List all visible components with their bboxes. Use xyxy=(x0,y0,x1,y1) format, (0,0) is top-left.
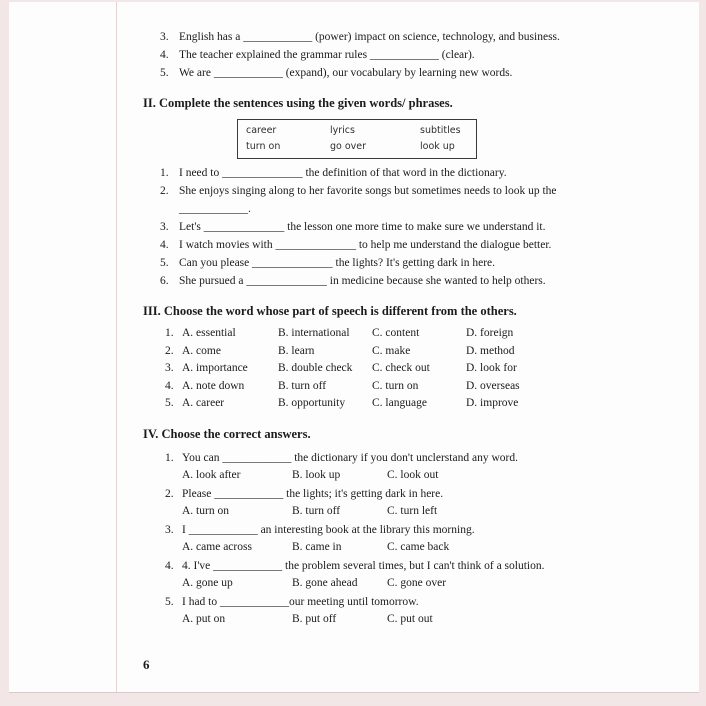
page-edge-line xyxy=(116,2,117,692)
option-b: B. opportunity xyxy=(278,397,346,409)
item-number: 4. xyxy=(160,239,169,251)
option-b: B. turn off xyxy=(278,379,327,392)
question-line xyxy=(143,594,595,611)
option-a: A. look after xyxy=(182,468,241,481)
question xyxy=(143,522,595,556)
row-number: 5. xyxy=(165,397,174,409)
question-line xyxy=(143,450,595,467)
option-b: B. turn off xyxy=(292,504,341,517)
question-line xyxy=(143,522,595,539)
table-row xyxy=(143,343,595,361)
option-d: D. overseas xyxy=(466,379,520,392)
exercise-item xyxy=(143,28,595,46)
option-a: A. come xyxy=(182,344,221,357)
page-number: 6 xyxy=(143,657,150,672)
answer-options xyxy=(182,539,595,556)
word-box-word: career xyxy=(246,125,277,136)
item-text: Let's ______________ the lesson one more time to make sure we understand it. xyxy=(179,221,546,233)
question-text: I had to ____________our meeting until tomorrow. xyxy=(182,595,419,608)
word-box-word: turn on xyxy=(246,141,281,152)
option-c: C. make xyxy=(372,344,411,357)
answer-options xyxy=(182,503,595,520)
table-row xyxy=(143,395,595,413)
option-d: D. method xyxy=(466,344,515,357)
item-text: English has a ____________ (power) impact on science, technology, and business. xyxy=(179,31,560,43)
item-number: 1. xyxy=(160,167,169,179)
question-text: I ____________ an interesting book at the library this morning. xyxy=(182,523,475,536)
question xyxy=(143,486,595,520)
question-number: 1. xyxy=(165,451,174,464)
item-text: She pursued a ______________ in medicine because she wanted to help others. xyxy=(179,275,546,287)
question xyxy=(143,450,595,484)
option-a: A. came across xyxy=(182,540,252,553)
option-b: B. gone ahead xyxy=(292,576,358,589)
exercise-top-items xyxy=(143,28,595,82)
word-box-word: lyrics xyxy=(330,125,355,136)
word-box-word: go over xyxy=(330,141,367,152)
exercise-item xyxy=(143,236,595,254)
item-number: 3. xyxy=(160,221,169,233)
answer-options xyxy=(182,575,595,592)
question-number: 2. xyxy=(165,487,174,500)
item-text: The teacher explained the grammar rules ____________ (clear). xyxy=(179,49,475,61)
option-a: A. gone up xyxy=(182,576,233,589)
option-a: A. importance xyxy=(182,362,248,374)
item-text: We are ____________ (expand), our vocabulary by learning new words. xyxy=(179,67,513,79)
exercise-item xyxy=(143,64,595,82)
item-text: I need to ______________ the definition of that word in the dictionary. xyxy=(179,167,507,179)
exercise-item xyxy=(143,182,595,218)
exercise-item xyxy=(143,272,595,290)
row-number: 2. xyxy=(165,344,174,357)
option-a: A. essential xyxy=(182,327,236,339)
option-d: D. foreign xyxy=(466,327,514,339)
answer-options xyxy=(182,611,595,628)
item-number: 5. xyxy=(160,67,169,79)
row-number: 3. xyxy=(165,362,174,374)
option-c: C. put out xyxy=(387,612,433,625)
item-number: 6. xyxy=(160,275,169,287)
option-c: C. language xyxy=(372,397,427,409)
table-row xyxy=(143,378,595,396)
question-number: 4. xyxy=(165,559,174,572)
option-c: C. turn left xyxy=(387,504,438,517)
row-number: 1. xyxy=(165,327,174,339)
exercise-item xyxy=(143,164,595,182)
question-line xyxy=(143,558,595,575)
section-iii-heading: III. Choose the word whose part of speech is different from the others. xyxy=(143,304,517,318)
question-number: 3. xyxy=(165,523,174,536)
option-c: C. content xyxy=(372,327,420,339)
option-b: B. international xyxy=(278,327,350,339)
item-number: 5. xyxy=(160,257,169,269)
option-a: A. career xyxy=(182,397,225,409)
section-ii-heading: II. Complete the sentences using the given words/ phrases. xyxy=(143,96,453,110)
option-d: D. look for xyxy=(466,362,517,374)
question-number: 5. xyxy=(165,595,174,608)
option-b: B. double check xyxy=(278,362,353,374)
page-content xyxy=(143,28,595,630)
word-box-word: subtitles xyxy=(420,125,461,136)
table-row xyxy=(143,360,595,378)
option-a: A. put on xyxy=(182,612,226,625)
question-text: 4. I've ____________ the problem several times, but I can't think of a solution. xyxy=(182,559,545,572)
question-text: Please ____________ the lights; it's getting dark in here. xyxy=(182,487,444,500)
item-number: 3. xyxy=(160,31,169,43)
word-box-word: look up xyxy=(420,141,455,152)
answer-options xyxy=(182,467,595,484)
option-c: C. gone over xyxy=(387,576,447,589)
item-number: 2. xyxy=(160,185,169,197)
section-iii-table xyxy=(143,325,595,413)
section-ii-items xyxy=(143,164,595,290)
item-text: Can you please ______________ the lights? It's getting dark in here. xyxy=(179,257,496,269)
option-b: B. learn xyxy=(278,344,315,357)
word-box xyxy=(237,119,477,159)
option-c: C. came back xyxy=(387,540,450,553)
item-text: I watch movies with ______________ to help me understand the dialogue better. xyxy=(179,239,552,251)
option-c: C. turn on xyxy=(372,379,419,392)
option-a: A. note down xyxy=(182,379,245,392)
question-line xyxy=(143,486,595,503)
exercise-item xyxy=(143,254,595,272)
section-iv-heading: IV. Choose the correct answers. xyxy=(143,426,311,441)
item-number: 4. xyxy=(160,49,169,61)
option-b: B. came in xyxy=(292,540,342,553)
row-number: 4. xyxy=(165,379,174,392)
question xyxy=(143,594,595,628)
question xyxy=(143,558,595,592)
option-c: C. check out xyxy=(372,362,430,374)
exercise-item xyxy=(143,46,595,64)
option-b: B. put off xyxy=(292,612,337,625)
option-d: D. improve xyxy=(466,397,519,409)
option-a: A. turn on xyxy=(182,504,229,517)
table-row xyxy=(143,325,595,343)
option-b: B. look up xyxy=(292,468,341,481)
option-c: C. look out xyxy=(387,468,439,481)
exercise-item xyxy=(143,218,595,236)
item-text: She enjoys singing along to her favorite songs but sometimes needs to look up the ____________. xyxy=(179,185,557,215)
question-text: You can ____________ the dictionary if you don't unclerstand any word. xyxy=(182,451,518,464)
section-iv-questions xyxy=(143,450,595,628)
